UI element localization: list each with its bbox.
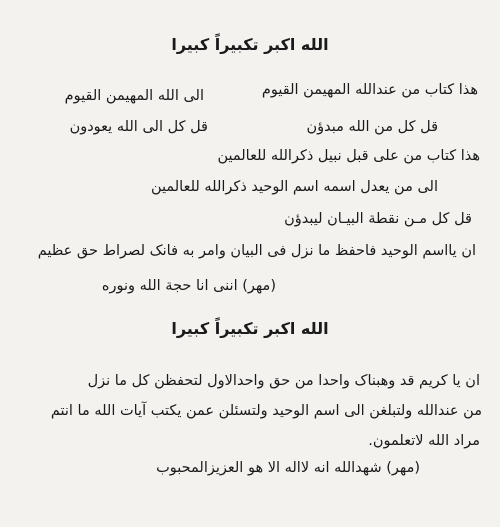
- section2-line3: مراد الله لاتعلمون.: [368, 433, 480, 449]
- section1-line5: قل کل مـن نقطة البيـان ليبدؤن: [284, 211, 472, 227]
- section1-row1-right: هذا کتاب من عندالله المهيمن القيوم: [261, 82, 478, 98]
- section1-line6: ان يااسم الوحيد فاحفظ ما نزل فی البيان وامر به فانک لصراط حق عظيم: [37, 243, 476, 259]
- section1-title: الله اکبر تکبيراً کبيرا: [171, 35, 329, 54]
- section1-row2-right: قل کل من الله مبدؤن: [306, 119, 438, 135]
- section2-title: الله اکبر تکبيراً کبيرا: [171, 319, 329, 338]
- section2-line2: من عندالله ولتبلغن الى اسم الوحيد ولتسئلن عمن يکتب آيات الله ما انتم: [50, 403, 482, 419]
- section1-seal: (مهر) اننی انا حجة الله ونوره: [101, 278, 276, 294]
- section1-row1-left: الى الله المهيمن القيوم: [64, 88, 204, 104]
- section2-line1: ان يا کريم قد وهبناک واحدا من حق واحدالاول لتحفظن کل ما نزل: [87, 373, 480, 389]
- section1-line3: هذا کتاب من علی قبل نبيل ذکرالله للعالمين: [217, 148, 480, 164]
- section2-seal: (مهر) شهدالله انه لااله الا هو العزيزالمحبوب: [156, 460, 420, 476]
- section1-row2-left: قل کل الى الله يعودون: [69, 119, 208, 135]
- section1-line4: الى من يعدل اسمه اسم الوحيد ذکرالله للعالمين: [150, 179, 438, 195]
